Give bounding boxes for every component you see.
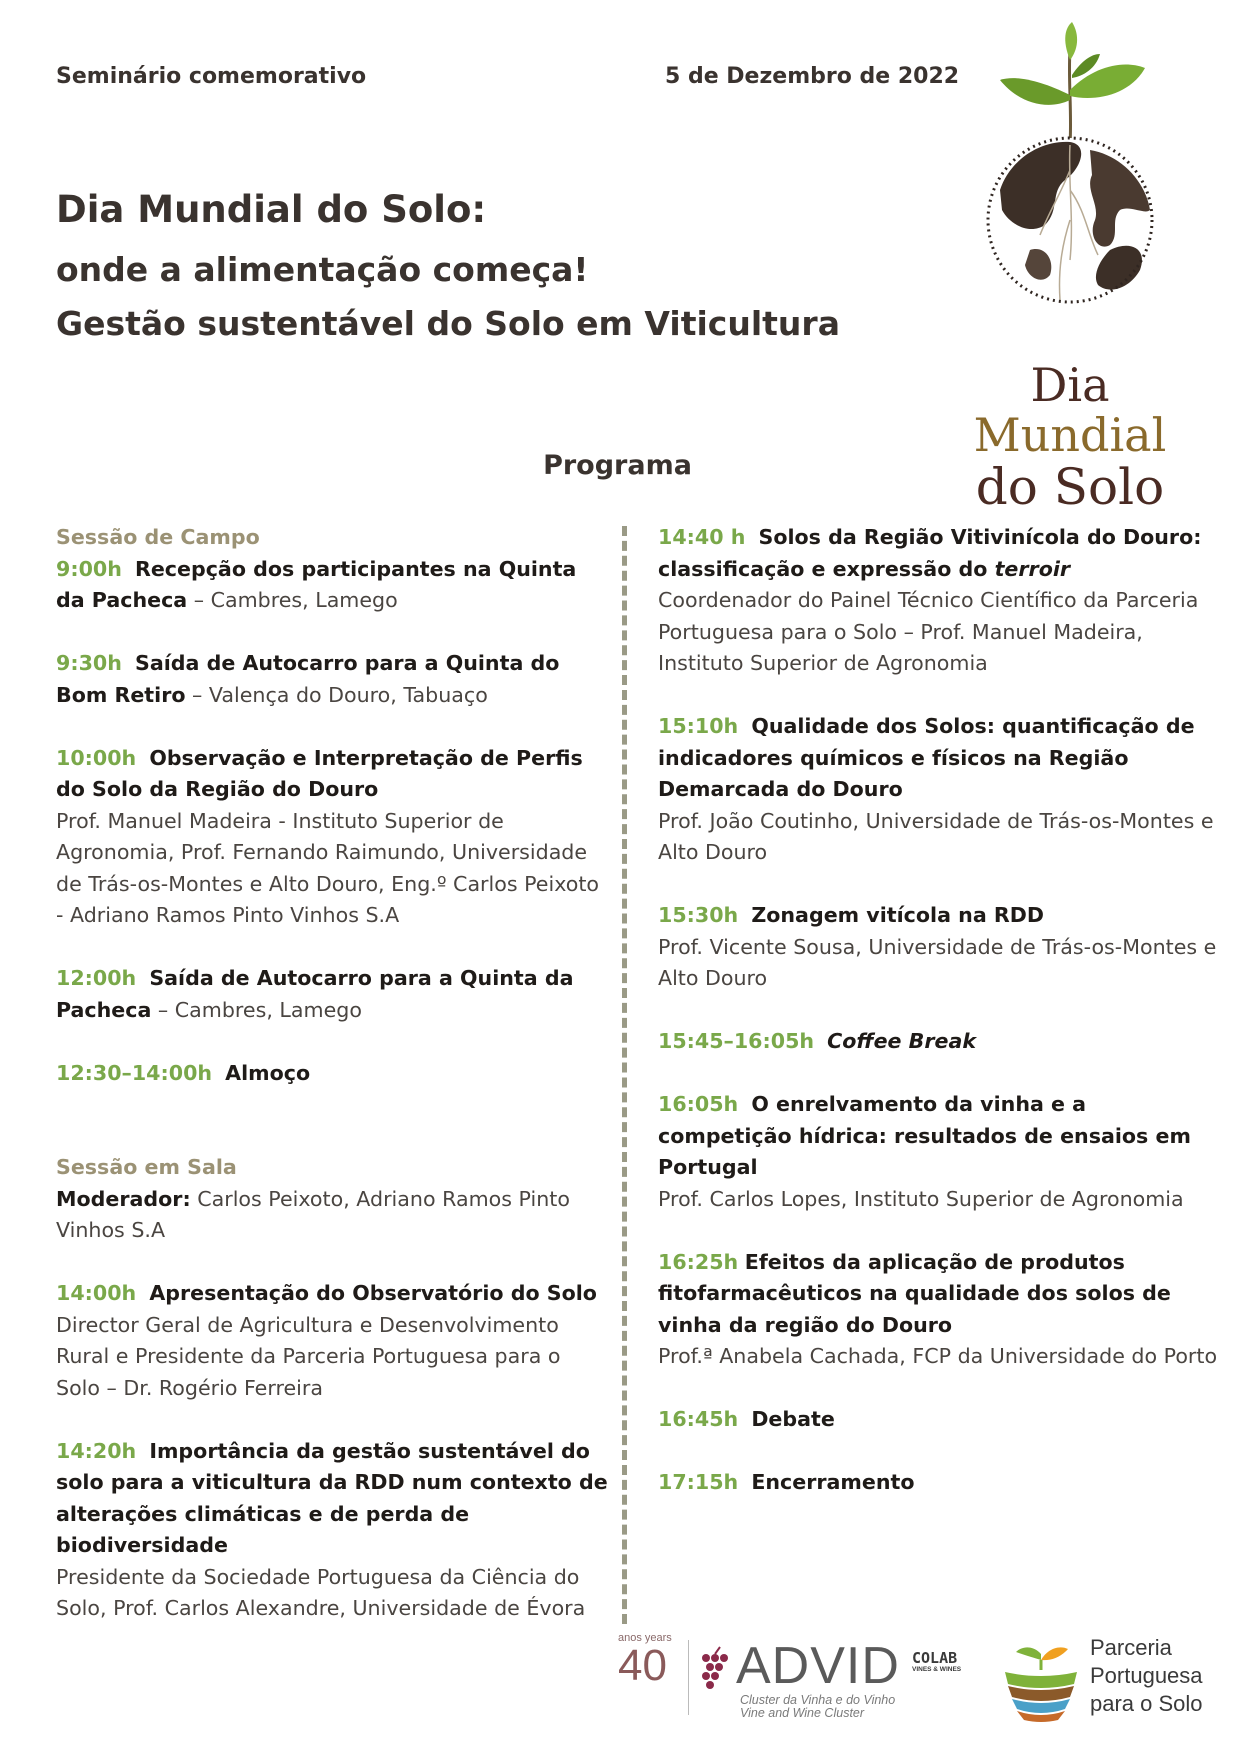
page-title: Dia Mundial do Solo: [56,188,487,231]
program-item [658,1026,1218,1058]
item-speakers: Prof.ª Anabela Cachada, FCP da Universidade do Porto [658,1344,1218,1368]
item-time: 16:05h [658,1092,739,1116]
moderator-value: Carlos Peixoto, Adriano Ramos Pinto Vinhos S.A [56,1186,570,1242]
item-time: 9:30h [56,651,122,675]
parceria-portuguesa-solo-logo [998,1632,1238,1732]
item-time: 15:10h [658,714,739,738]
item-time: 16:45h [658,1407,739,1431]
program-item [56,1436,611,1625]
program-item [56,648,611,711]
program-item [658,1404,1218,1436]
wordmark-mundial: Mundial [973,408,1167,462]
item-location: – Cambres, Lamego [187,588,398,612]
moderator [56,1184,611,1247]
moderator-label: Moderador: [56,1186,191,1211]
page-subtitle: onde a alimentação começa! [56,250,589,289]
world-soil-day-globe-logo [970,20,1170,340]
anniversary-caption: anos years [618,1632,672,1644]
program-item [658,1467,1218,1499]
program-left-column [56,522,611,1656]
session-heading-field: Sessão de Campo [56,525,260,549]
wordmark-dia: Dia [1030,358,1110,412]
item-title: Saída de Autocarro para a Quinta do Bom Retiro [56,651,560,707]
anniversary-40-logo [618,1632,678,1712]
item-title: Efeitos da aplicação de produtos fitofarmacêuticos na qualidade dos solos de vinha da região do Douro [658,1249,1171,1337]
item-title: Saída de Autocarro para a Quinta da Pacheca [56,966,574,1022]
item-location: – Valença do Douro, Tabuaço [185,682,488,707]
advid-wordmark: ADVID [736,1637,900,1695]
wordmark-do-solo: do Solo [975,458,1165,516]
item-time: 16:25h [658,1249,739,1274]
page-subtitle-2: Gestão sustentável do Solo em Viticultura [56,304,840,343]
item-time: 12:00h [56,966,137,990]
item-time: 12:30–14:00h [56,1060,213,1085]
item-time: 15:45–16:05h [658,1029,815,1053]
item-title: Encerramento [751,1470,915,1494]
item-speakers: Presidente da Sociedade Portuguesa da Ciência do Solo, Prof. Carlos Alexandre, Universidade de Évora [56,1564,586,1620]
program-item [658,1247,1218,1373]
program-item [658,711,1218,869]
program-item [56,963,611,1026]
program-item [56,1058,611,1090]
item-time: 15:30h [658,903,739,927]
program-item [56,743,611,932]
event-type: Seminário comemorativo [56,64,367,89]
item-title-italic: terroir [994,556,1071,581]
item-time: 10:00h [56,745,137,770]
session-heading-room: Sessão em Sala [56,1155,237,1179]
item-speakers: Prof. Carlos Lopes, Instituto Superior de Agronomia [658,1186,1184,1211]
item-title: O enrelvamento da vinha e a competição hídrica: resultados de ensaios em Portugal [658,1092,1191,1179]
item-title: Apresentação do Observatório do Solo [149,1281,597,1305]
item-time: 14:20h [56,1438,137,1463]
item-time: 17:15h [658,1470,739,1494]
item-time: 9:00h [56,556,122,581]
item-title: Zonagem vitícola na RDD [751,903,1044,927]
event-date: 5 de Dezembro de 2022 [665,64,960,89]
program-item [658,1089,1218,1215]
item-title: Observação e Interpretação de Perfis do Solo da Região do Douro [56,745,583,801]
colab-tagline: VINES & WINES [912,1666,962,1673]
program-item [658,900,1218,995]
item-speakers: Prof. Manuel Madeira - Instituto Superior de Agronomia, Prof. Fernando Raimundo, Universidade de Trás-os-Montes e Alto Douro, Eng.º Carlos Peixoto - Adriano Ramos Pinto Vinhos S.A [56,808,600,927]
item-title-italic: Coffee Break [827,1029,977,1053]
colab-logo [912,1650,972,1690]
grape-icon [696,1646,734,1696]
program-item [56,1278,611,1404]
item-title: Almoço [225,1060,311,1085]
item-title: Importância da gestão sustentável do solo para a viticultura da RDD num contexto de alterações climáticas e de perda de biodiversidade [56,1438,608,1557]
section-heading: Programa [543,450,692,481]
item-time: 14:00h [56,1281,137,1305]
item-title: Solos da Região Vitivinícola do Douro: classificação e expressão do [658,525,1202,581]
world-soil-day-wordmark [930,360,1210,514]
program-item [56,554,611,617]
program-item [658,522,1218,680]
colab-wordmark: COLAB [912,1649,958,1667]
soil-layers-icon [1000,1640,1082,1722]
item-title: Debate [751,1407,835,1431]
item-speakers: Prof. Vicente Sousa, Universidade de Trás-os-Montes e Alto Douro [658,934,1217,990]
advid-logo [694,1636,924,1720]
spacer [56,1121,611,1153]
item-location: – Cambres, Lamego [151,997,362,1022]
item-title: Recepção dos participantes na Quinta da Pacheca [56,556,577,612]
item-title: Qualidade dos Solos: quantificação de indicadores químicos e físicos na Região Demarcada do Douro [658,714,1195,801]
item-speakers: Prof. João Coutinho, Universidade de Trás-os-Montes e Alto Douro [658,808,1214,864]
footer-separator [688,1640,689,1715]
program-right-column [658,522,1218,1530]
anniversary-number: 40 [618,1641,667,1690]
item-speakers: Coordenador do Painel Técnico Científico da Parceria Portuguesa para o Solo – Prof. Manuel Madeira, Instituto Superior de Agronomia [658,588,1199,675]
advid-tagline: Cluster da Vinha e do Vinho Vine and Wine Cluster [740,1693,896,1720]
column-divider [622,526,627,1624]
parceria-text: Parceria Portuguesa para o Solo [1090,1635,1203,1716]
item-speakers: Director Geral de Agricultura e Desenvolvimento Rural e Presidente da Parceria Portuguesa para o Solo – Dr. Rogério Ferreira [56,1312,561,1400]
item-time: 14:40 h [658,525,746,549]
